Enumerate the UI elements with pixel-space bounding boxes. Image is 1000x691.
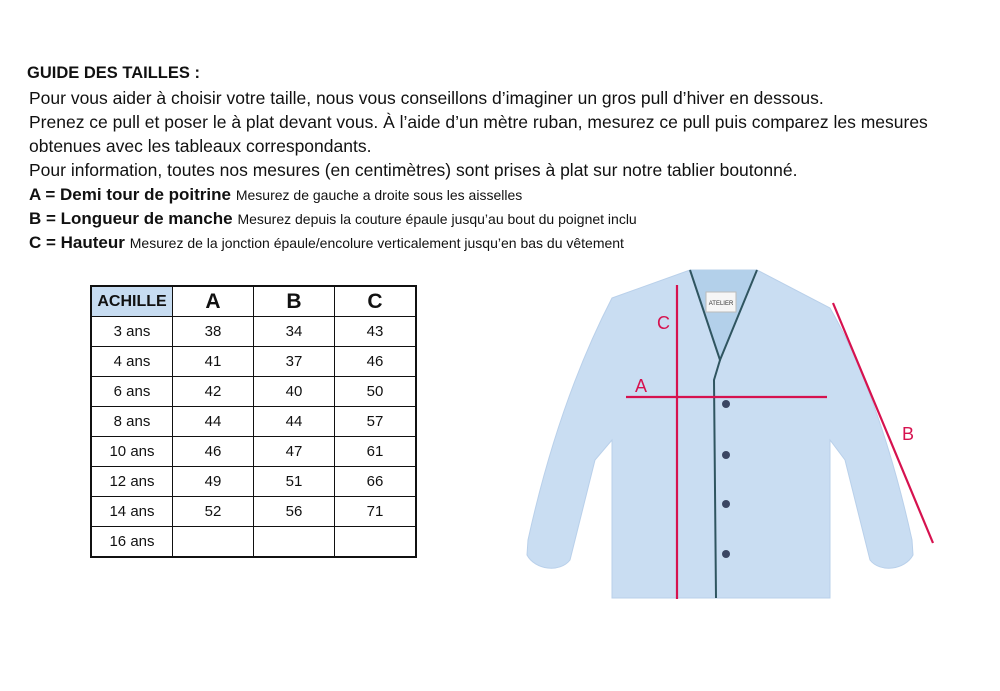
measure-cell: 44 <box>254 407 335 437</box>
size-cell: 16 ans <box>91 527 173 558</box>
header-a: A <box>173 286 254 317</box>
measure-cell: 46 <box>335 347 417 377</box>
measure-cell: 37 <box>254 347 335 377</box>
definition-label: B = Longueur de manche <box>29 209 233 228</box>
measure-cell: 49 <box>173 467 254 497</box>
intro-line-1: Pour vous aider à choisir votre taille, nous vous conseillons d’imaginer un gros pull d’hiver en dessous. <box>29 88 824 108</box>
measure-cell: 44 <box>173 407 254 437</box>
measure-cell: 66 <box>335 467 417 497</box>
measure-label-c: C <box>657 313 670 333</box>
intro-line-2: Prenez ce pull et poser le à plat devant vous. À l’aide d’un mètre ruban, mesurez ce pull puis comparez les mesures <box>29 112 928 132</box>
measure-cell: 52 <box>173 497 254 527</box>
measure-cell: 71 <box>335 497 417 527</box>
measure-cell: 41 <box>173 347 254 377</box>
tag-text: ATELIER <box>708 301 734 307</box>
header-b: B <box>254 286 335 317</box>
measure-cell: 38 <box>173 317 254 347</box>
measure-cell: 34 <box>254 317 335 347</box>
size-cell: 14 ans <box>91 497 173 527</box>
header-model: ACHILLE <box>91 286 173 317</box>
measure-cell: 50 <box>335 377 417 407</box>
header-c: C <box>335 286 417 317</box>
definition-label: A = Demi tour de poitrine <box>29 185 231 204</box>
size-cell: 10 ans <box>91 437 173 467</box>
size-cell: 3 ans <box>91 317 173 347</box>
measure-cell: 43 <box>335 317 417 347</box>
size-cell: 4 ans <box>91 347 173 377</box>
measure-label-a: A <box>635 376 648 396</box>
definition-text: Mesurez de gauche a droite sous les aisselles <box>235 187 523 203</box>
measure-cell: 51 <box>254 467 335 497</box>
measure-cell: 57 <box>335 407 417 437</box>
garment-illustration <box>527 270 913 598</box>
measure-cell: 40 <box>254 377 335 407</box>
measure-cell: 42 <box>173 377 254 407</box>
measure-cell: 61 <box>335 437 417 467</box>
intro-line-4: Pour information, toutes nos mesures (en centimètres) sont prises à plat sur notre tablier boutonné. <box>29 160 798 180</box>
measure-cell: 46 <box>173 437 254 467</box>
size-cell: 6 ans <box>91 377 173 407</box>
definition-text: Mesurez de la jonction épaule/encolure verticalement jusqu’en bas du vêtement <box>129 235 624 251</box>
definition-label: C = Hauteur <box>29 233 125 252</box>
intro-line-3: obtenues avec les tableaux correspondants. <box>29 136 372 156</box>
definition-text: Mesurez depuis la couture épaule jusqu’au bout du poignet inclu <box>237 211 637 227</box>
measure-label-b: B <box>902 424 915 444</box>
page-title: GUIDE DES TAILLES : <box>27 64 200 82</box>
size-cell: 12 ans <box>91 467 173 497</box>
size-cell: 8 ans <box>91 407 173 437</box>
measure-cell: 56 <box>254 497 335 527</box>
measure-cell: 47 <box>254 437 335 467</box>
